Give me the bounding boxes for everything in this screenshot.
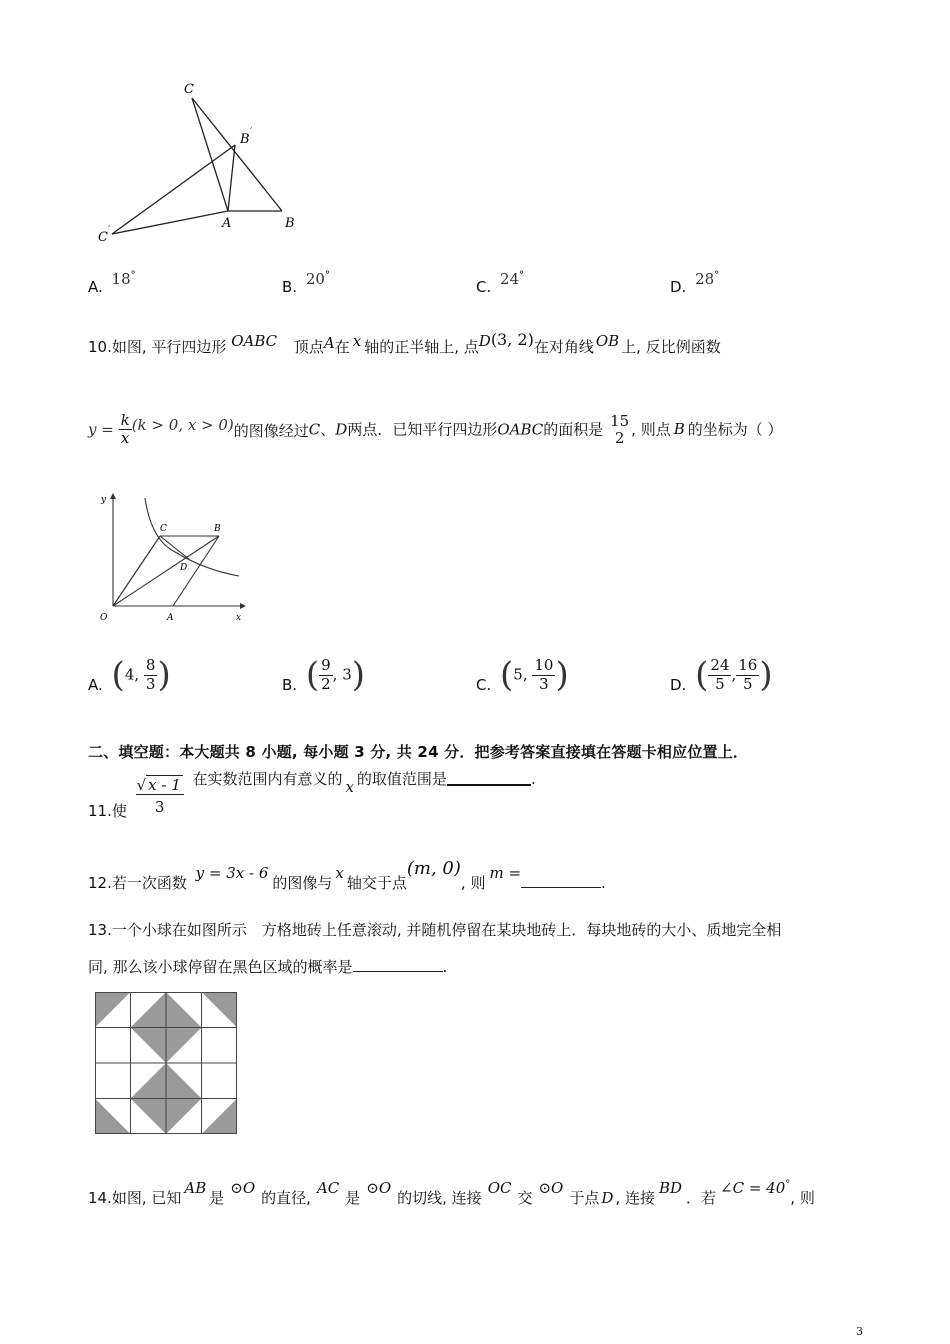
q9-option-c: [476, 270, 525, 296]
q10-figure: [95, 490, 255, 628]
q14-text: 交: [517, 1189, 533, 1207]
q9-label-Bprime-mark: ′: [250, 127, 253, 138]
q10-k-over-x: [119, 412, 132, 448]
q11-radicand: x - 1: [148, 776, 181, 794]
q14-math: ∠C = 40: [720, 1179, 786, 1197]
q14-number: 14.: [88, 1189, 112, 1207]
q9-option-b-unit: °: [324, 270, 330, 281]
q11-den: 3: [136, 794, 184, 816]
q14-text: 是: [345, 1189, 361, 1207]
q9-option-a-letter: A.: [88, 278, 103, 296]
q10-option-d: [670, 655, 773, 695]
q9-option-c-letter: C.: [476, 278, 492, 296]
q11-text: 使: [111, 802, 127, 820]
q14-math: ⊙O: [230, 1179, 256, 1197]
q10-label-O: O: [100, 613, 108, 623]
q10-label-C: C: [160, 524, 167, 534]
q10-text: , 则点: [631, 420, 671, 439]
q10-option-b-letter: B.: [282, 675, 298, 694]
q9-option-a: [88, 270, 136, 296]
q13-end: .: [442, 958, 448, 976]
q14-text: , 连接: [615, 1189, 655, 1207]
q14-degree: °: [785, 1179, 791, 1190]
q10-text: 的图像经过: [233, 422, 309, 441]
q10-math: OABC: [231, 332, 278, 350]
page-number: 3: [856, 1325, 863, 1338]
frac-num: 8: [145, 656, 156, 675]
frac-num: 9: [321, 656, 331, 675]
q14-math: D: [601, 1189, 614, 1207]
q10-text: 如图, 平行四边形: [111, 338, 227, 356]
q9-label-A: A: [222, 216, 232, 231]
q10-math: OABC: [497, 420, 544, 439]
q10-line2: [88, 412, 783, 448]
q12-text: 轴交于点: [346, 874, 407, 892]
q9-option-d-letter: D.: [670, 278, 687, 296]
q12-math: x: [335, 864, 344, 882]
frac-den: 3: [145, 674, 156, 693]
frac-den: 2: [321, 674, 331, 693]
frac-den: 5: [715, 674, 725, 693]
q10-label-y: y: [101, 495, 107, 505]
q10-label-x: x: [236, 613, 242, 623]
q14-math: AC: [316, 1179, 340, 1197]
q10-option-d-sep: ,: [731, 665, 737, 684]
q10-label-B: B: [214, 524, 221, 534]
q10-option-a-x: 4,: [124, 665, 140, 684]
frac-den: 3: [539, 674, 549, 693]
q9-label-C: C: [184, 82, 194, 97]
q13-answer-blank[interactable]: [353, 971, 443, 972]
q10-math: D: [335, 420, 348, 439]
q14-text: ．若: [686, 1189, 717, 1207]
q10-text: 、: [320, 420, 336, 439]
q10-option-c-frac: [532, 657, 555, 693]
q10-text: 顶点: [293, 338, 324, 356]
q13-tile-figure: [95, 992, 237, 1134]
q9-label-Cprime-mark: ′: [108, 225, 111, 236]
left-paren-icon: (: [695, 655, 709, 695]
q14-math: ⊙O: [538, 1179, 564, 1197]
q9-option-d-unit: °: [714, 270, 720, 281]
q12-answer-blank[interactable]: [521, 887, 601, 888]
q12: [88, 858, 606, 892]
q13-number: 13.: [88, 921, 112, 939]
frac-den: 5: [743, 674, 753, 693]
q10-area-num: 15: [610, 411, 630, 430]
q10-text: 的面积是: [543, 420, 604, 439]
q9-option-a-value: 18: [111, 270, 131, 288]
q10-math: B: [673, 420, 685, 439]
q10-option-b-y: , 3: [332, 665, 352, 684]
q12-text: 的图像与: [272, 874, 333, 892]
q11-text: 在实数范围内有意义的: [192, 770, 343, 788]
q13-line2: [88, 956, 447, 977]
q10-option-c-letter: C.: [476, 675, 492, 694]
q11-text: 的取值范围是: [356, 770, 447, 788]
q10-line1: [88, 330, 721, 357]
q10-option-a-frac: [144, 657, 158, 693]
q14-math: ⊙O: [366, 1179, 392, 1197]
left-paren-icon: (: [111, 655, 125, 695]
q10-frac-num: k: [120, 411, 130, 429]
section2-heading: 二、填空题：本大题共 8 小题, 每小题 3 分, 共 24 分．把参考答案直接填在答题卡相应位置上．: [88, 743, 749, 761]
q10-math: y =: [88, 420, 114, 439]
q14-text: 的直径,: [261, 1189, 311, 1207]
q10-option-c: [476, 655, 569, 695]
q10-math: (3, 2): [490, 330, 534, 349]
q14-text: 如图, 已知: [111, 1189, 182, 1207]
q11-answer-blank[interactable]: [447, 784, 531, 786]
q10-text: 在: [334, 338, 350, 356]
right-paren-icon: ): [157, 655, 171, 695]
q10-option-b: [282, 655, 365, 695]
y-axis-arrow-icon: [110, 493, 116, 499]
q9-option-c-unit: °: [519, 270, 525, 281]
right-paren-icon: ): [555, 655, 569, 695]
q10-text: 轴的正半轴上, 点: [364, 338, 479, 356]
q13-text: 同, 那么该小球停留在黑色区域的概率是: [88, 958, 353, 976]
q10-math: D: [478, 332, 491, 350]
frac-num: 24: [710, 656, 730, 675]
q10-option-d-letter: D.: [670, 675, 687, 694]
q12-text: 若一次函数: [111, 874, 187, 892]
q10-math: (k > 0, x > 0): [131, 416, 234, 435]
q13-text: 一个小球在如图所示 方格地砖上任意滚动, 并随机停留在某块地砖上．每块地砖的大小、质地完全相: [111, 921, 782, 939]
q14-text: 的切线, 连接: [397, 1189, 482, 1207]
q10-option-c-x: 5,: [513, 665, 528, 684]
right-paren-icon: ): [351, 655, 366, 695]
left-paren-icon: (: [305, 655, 320, 695]
q10-area-den: 2: [614, 428, 625, 447]
q11-math: x: [345, 778, 354, 796]
q10-option-d-frac-x: [708, 657, 731, 693]
q12-end: .: [601, 874, 606, 892]
q12-math: y = 3x - 6: [195, 864, 269, 882]
q10-text: 上, 反比例函数: [621, 338, 721, 356]
q10-option-d-frac-y: [736, 657, 759, 693]
q10-text: 两点．已知平行四边形: [347, 420, 498, 439]
q12-text: , 则: [460, 874, 486, 892]
q11-number: 11.: [88, 802, 112, 820]
frac-num: 10: [534, 656, 554, 675]
q9-label-B: B: [285, 216, 295, 231]
q9-label-Cprime: C: [98, 230, 108, 245]
q10-option-a-letter: A.: [88, 675, 103, 694]
q9-option-b-letter: B.: [282, 278, 298, 296]
q14-math: AB: [184, 1179, 207, 1197]
q12-math: m =: [489, 864, 522, 882]
q10-label-A: A: [167, 613, 174, 623]
q10-number: 10.: [88, 338, 112, 356]
q9-option-d: [670, 270, 720, 296]
q10-math: A: [323, 334, 335, 352]
q9-option-c-value: 24: [500, 270, 520, 288]
left-paren-icon: (: [500, 655, 514, 695]
q13-line1: [88, 919, 781, 940]
q9-option-a-unit: °: [130, 270, 136, 281]
q10-text: 在对角线: [533, 338, 594, 356]
frac-num: 16: [738, 656, 758, 675]
q9-option-b-value: 20: [305, 270, 325, 288]
q10-area-fraction: [608, 413, 631, 448]
q10-option-a: [88, 655, 171, 695]
q10-math: x: [352, 332, 362, 350]
q10-label-D: D: [180, 563, 188, 573]
x-axis-arrow-icon: [240, 603, 246, 609]
q14: [88, 1177, 815, 1207]
q10-frac-den: x: [120, 429, 130, 448]
q10-math: OB: [595, 332, 620, 350]
q9-option-d-value: 28: [695, 270, 715, 288]
q10-math: C: [308, 420, 321, 439]
q14-math: BD: [658, 1179, 683, 1197]
q11-end: .: [530, 770, 536, 788]
q10-text: 的坐标为（ ）: [687, 420, 783, 439]
q14-math: OC: [487, 1179, 512, 1197]
sqrt-icon: √ x - 1: [136, 776, 181, 794]
q10-option-b-frac: [319, 657, 333, 693]
q12-math: (m, 0): [406, 858, 461, 879]
q9-label-Bprime: B: [240, 132, 250, 147]
q9-option-b: [282, 270, 330, 296]
right-paren-icon: ): [759, 655, 773, 695]
q11: [88, 770, 536, 820]
q12-number: 12.: [88, 874, 112, 892]
q14-text: , 则: [790, 1189, 815, 1207]
q14-text: 是: [209, 1189, 225, 1207]
q9-figure: [90, 75, 310, 250]
q11-fraction: [136, 776, 184, 816]
q14-text: 于点: [569, 1189, 600, 1207]
